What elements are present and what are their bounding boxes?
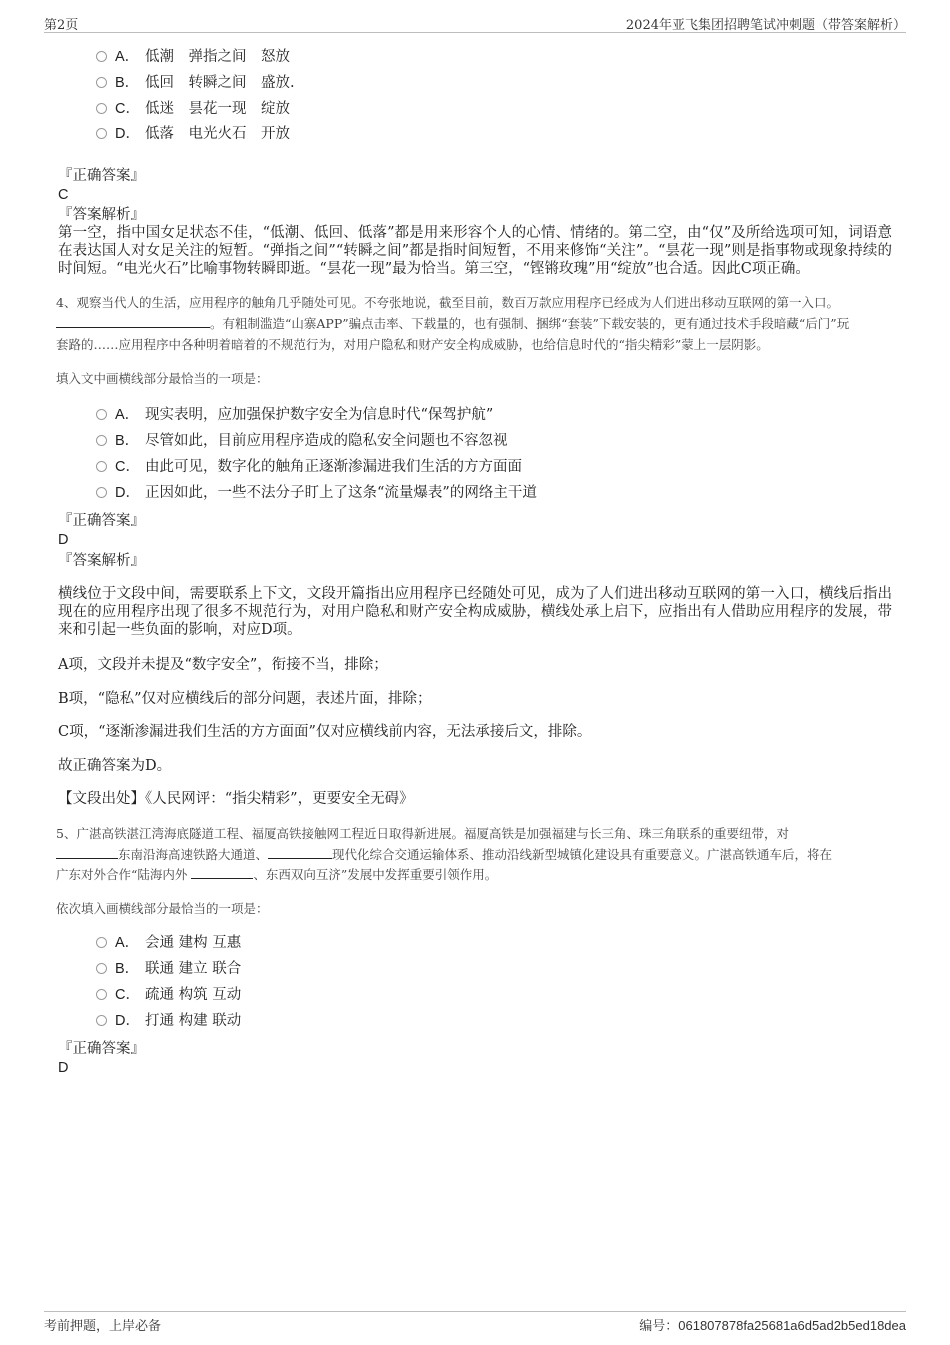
fill-blank: [191, 864, 253, 879]
q4-analysis-label: 『答案解析』: [58, 553, 145, 569]
q4-source: 【文段出处】《人民网评：“指尖精彩”，更要安全无碍》: [58, 791, 414, 807]
q4-analysis-p5: 故正确答案为D。: [58, 758, 172, 774]
q5-answer-label: 『正确答案』: [58, 1041, 145, 1057]
page-footer: [44, 1311, 906, 1336]
document-title: 2024年亚飞集团招聘笔试冲刺题（带答案解析）: [625, 18, 906, 33]
radio-icon[interactable]: [96, 77, 107, 88]
radio-icon[interactable]: [96, 989, 107, 1000]
q3-option-d[interactable]: D． 低落 电光火石 开放: [96, 123, 290, 145]
fill-blank: [56, 313, 210, 328]
q5-option-d[interactable]: D． 打通 构建 联动: [96, 1010, 241, 1032]
q3-option-b[interactable]: B． 低回 转瞬之间 盛放.: [96, 72, 295, 94]
q3-answer-label: 『正确答案』: [58, 168, 145, 184]
document-code: 编号：061807878fa25681a6d5ad2b5ed18dea: [639, 1318, 906, 1334]
q5-stem-line3: 广东对外合作“陆海内外 、东西双向互济”发展中发挥重要引领作用。: [56, 864, 497, 885]
radio-icon[interactable]: [96, 487, 107, 498]
q3-option-c[interactable]: C． 低迷 昙花一现 绽放: [96, 98, 290, 120]
radio-icon[interactable]: [96, 128, 107, 139]
q4-answer-label: 『正确答案』: [58, 513, 145, 529]
radio-icon[interactable]: [96, 461, 107, 472]
q4-prompt: 填入文中画横线部分最恰当的一项是：: [56, 371, 269, 386]
footer-slogan: 考前押题，上岸必备: [44, 1319, 162, 1334]
radio-icon[interactable]: [96, 409, 107, 420]
q3-analysis-label: 『答案解析』: [58, 207, 145, 223]
q4-option-c[interactable]: C． 由此可见，数字化的触角正逐渐渗漏进我们生活的方方面面: [96, 456, 522, 478]
q4-analysis-p4: C项，“逐渐渗漏进我们生活的方方面面”仅对应横线前内容，无法承接后文，排除。: [58, 724, 592, 740]
q5-prompt: 依次填入画横线部分最恰当的一项是：: [56, 901, 269, 916]
q5-option-a[interactable]: A． 会通 建构 互惠: [96, 932, 241, 954]
page-number: 第2页: [44, 18, 79, 33]
q5-stem-line1: 5、广湛高铁湛江湾海底隧道工程、福厦高铁接触网工程近日取得新进展。福厦高铁是加强福建与长三角、珠三角联系的重要纽带，对: [56, 826, 789, 841]
q4-option-a[interactable]: A． 现实表明，应加强保护数字安全为信息时代“保驾护航”: [96, 404, 493, 426]
q5-stem-line2: 东南沿海高速铁路大通道、 现代化综合交通运输体系、推动沿线新型城镇化建设具有重要意义。广湛高铁通车后，将在: [56, 844, 832, 865]
q4-answer: D: [58, 532, 69, 548]
radio-icon[interactable]: [96, 51, 107, 62]
page-header: [44, 12, 906, 33]
q5-option-c[interactable]: C． 疏通 构筑 互动: [96, 984, 241, 1006]
radio-icon[interactable]: [96, 435, 107, 446]
radio-icon[interactable]: [96, 103, 107, 114]
q4-analysis-p2: A项，文段并未提及“数字安全”，衔接不当，排除；: [58, 657, 388, 673]
radio-icon[interactable]: [96, 1015, 107, 1026]
q4-stem-line3: 套路的……应用程序中各种明着暗着的不规范行为，对用户隐私和财产安全构成威胁，也给信息时代的“指尖精彩”蒙上一层阴影。: [56, 337, 769, 352]
radio-icon[interactable]: [96, 963, 107, 974]
radio-icon[interactable]: [96, 937, 107, 948]
q3-option-a[interactable]: A． 低潮 弹指之间 怒放: [96, 46, 290, 68]
q3-answer: C: [58, 187, 69, 203]
q4-stem-line1: 4、观察当代人的生活，应用程序的触角几乎随处可见。不夸张地说，截至目前，数百万款应用程序已经成为人们进出移动互联网的第一入口。: [56, 295, 839, 310]
fill-blank: [268, 844, 332, 859]
q5-answer: D: [58, 1060, 69, 1076]
q4-analysis-p1: 横线位于文段中间，需要联系上下文，文段开篇指出应用程序已经随处可见，成为了人们进出移动互联网的第一入口，横线后指出现在的应用程序出现了很多不规范行为，对用户隐私和财产安全构成威胁，横线处承上启下，应指出有人借助应用程序的发展，带来和引起一些负面的影响，对应D项。: [58, 586, 892, 638]
q4-option-b[interactable]: B． 尽管如此，目前应用程序造成的隐私安全问题也不容忽视: [96, 430, 508, 452]
q5-option-b[interactable]: B． 联通 建立 联合: [96, 958, 241, 980]
q4-analysis-p3: B项，“隐私”仅对应横线后的部分问题，表述片面，排除；: [58, 691, 432, 707]
fill-blank: [56, 844, 118, 859]
q4-option-d[interactable]: D． 正因如此，一些不法分子盯上了这条“流量爆表”的网络主干道: [96, 482, 537, 504]
q3-analysis: 第一空，指中国女足状态不佳，“低潮、低回、低落”都是用来形容个人的心情、情绪的。第二空，由“仅”及所给选项可知，词语意在表达国人对女足关注的短暂。“弹指之间”“转瞬之间”都是指时间短暂，不用来修饰“关注”。“昙花一现”则是指事物或现象持续的时间短。“电光火石”比喻事物转瞬即逝。“昙花一现”最为恰当。第三空，“铿锵玫瑰”用“绽放”也合适。因此C项正确。: [58, 225, 892, 277]
q4-stem-line2: 。有粗制滥造“山寨APP”骗点击率、下载量的，也有强制、捆绑“套装”下载安装的，更有通过技术手段暗藏“后门”玩: [56, 313, 849, 334]
